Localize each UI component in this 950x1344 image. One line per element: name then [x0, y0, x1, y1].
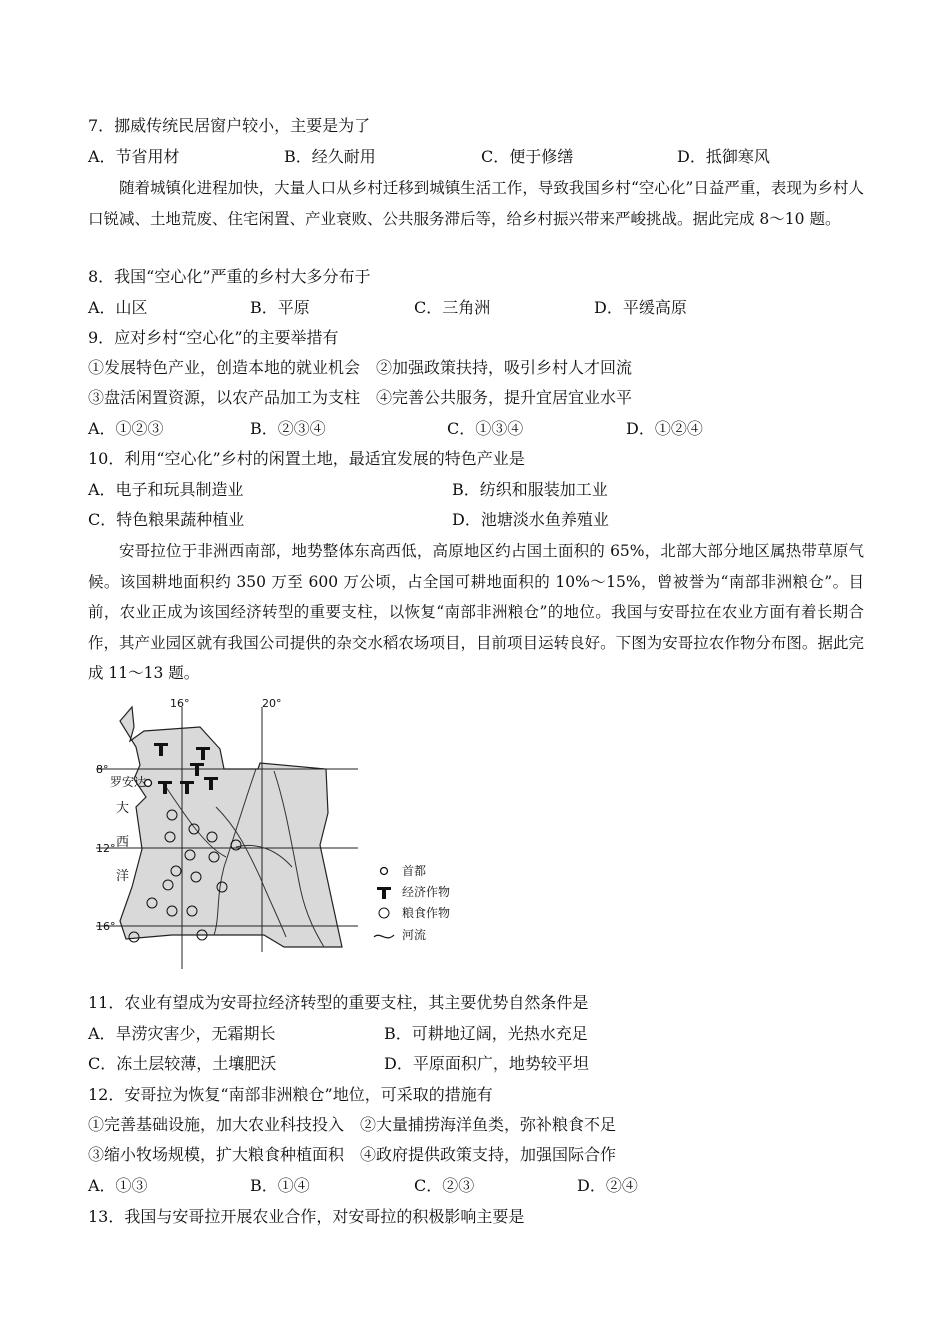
- q10-option-d: D．池塘淡水鱼养殖业: [452, 510, 609, 529]
- q11-stem: 11．农业有望成为安哥拉经济转型的重要支柱，其主要优势自然条件是: [88, 993, 589, 1012]
- lat-label-12: 12°: [96, 842, 116, 855]
- q8-option-b: B．平原: [250, 298, 310, 317]
- legend-food-crop: 粮食作物: [402, 906, 451, 920]
- passage-hollowing: 随着城镇化进程加快，大量人口从乡村迁移到城镇生活工作，导致我国乡村“空心化”日益严重，表现为乡村人口锐减、土地荒废、住宅闲置、产业衰败、公共服务滞后等，给乡村振兴带来严峻挑战。据此完成 8～10 题。: [88, 179, 864, 228]
- q7-option-b: B．经久耐用: [284, 147, 376, 166]
- q11-option-c: C．冻土层较薄，土壤肥沃: [88, 1054, 277, 1073]
- legend-food-crop-icon: [379, 908, 389, 918]
- legend-capital: 首都: [402, 864, 427, 878]
- q9-option-d: D．①②④: [626, 419, 703, 438]
- q12-option-d: D．②④: [577, 1176, 638, 1195]
- q9-option-b: B．②③④: [250, 419, 326, 438]
- ocean-label-2: 西: [116, 835, 130, 850]
- ocean-label-3: 洋: [116, 869, 130, 884]
- lat-label-8: 8°: [96, 763, 109, 776]
- q9-item-line-2: ③盘活闲置资源，以农产品加工为支柱 ④完善公共服务，提升宜居宜业水平: [88, 388, 633, 407]
- legend-economic-crop: 经济作物: [402, 885, 451, 899]
- capital-label: 罗安达: [110, 775, 147, 789]
- q12-option-a: A．①③: [88, 1176, 148, 1195]
- q13-stem: 13．我国与安哥拉开展农业合作，对安哥拉的积极影响主要是: [88, 1207, 525, 1226]
- q8-option-a: A．山区: [88, 298, 148, 317]
- q10-option-b: B．纺织和服装加工业: [452, 480, 608, 499]
- legend-economic-crop-icon: [377, 887, 391, 899]
- q7-option-c: C．便于修缮: [481, 147, 574, 166]
- q11-option-b: B．可耕地辽阔，光热水充足: [384, 1024, 588, 1043]
- q9-option-c: C．①③④: [447, 419, 524, 438]
- q11-option-d: D．平原面积广，地势较平坦: [384, 1054, 589, 1073]
- q10-option-a: A．电子和玩具制造业: [88, 480, 244, 499]
- q12-option-b: B．①④: [250, 1176, 310, 1195]
- q10-stem: 10．利用“空心化”乡村的闲置土地，最适宜发展的特色产业是: [88, 449, 525, 468]
- lon-label-16: 16°: [170, 697, 190, 710]
- q9-stem: 9．应对乡村“空心化”的主要举措有: [88, 328, 339, 347]
- q8-option-d: D．平缓高原: [594, 298, 687, 317]
- q11-option-a: A．旱涝灾害少，无霜期长: [88, 1024, 276, 1043]
- q12-stem: 12．安哥拉为恢复“南部非洲粮仓”地位，可采取的措施有: [88, 1085, 493, 1104]
- passage-angola: 安哥拉位于非洲西南部，地势整体东高西低，高原地区约占国土面积的 65%，北部大部分地区属热带草原气候。该国耕地面积约 350 万至 600 万公顷，占全国可耕地面积的 10%～15%，曾被誉为“南部非洲粮仓”。目前，农业正成为该国经济转型的重要支柱，以恢复“南部非洲粮仓”的地位。我国与安哥拉在农业方面有着长期合作，其产业园区就有我国公司提供的杂交水稻农场项目，目前项目运转良好。下图为安哥拉农作物分布图。据此完成 11～13 题。: [88, 542, 864, 682]
- legend-capital-icon: [381, 868, 388, 875]
- lat-label-16: 16°: [96, 920, 116, 933]
- q9-option-a: A．①②③: [88, 419, 164, 438]
- q12-option-c: C．②③: [414, 1176, 475, 1195]
- q7-option-a: A．节省用材: [88, 147, 180, 166]
- q8-stem: 8．我国“空心化”严重的乡村大多分布于: [88, 267, 371, 286]
- q9-item-line-1: ①发展特色产业，创造本地的就业机会 ②加强政策扶持，吸引乡村人才回流: [88, 358, 633, 377]
- legend-river-icon: [374, 935, 394, 938]
- lon-label-20: 20°: [262, 697, 282, 710]
- q7-option-d: D．抵御寒风: [677, 147, 770, 166]
- q12-item-line-2: ③缩小牧场规模，扩大粮食种植面积 ④政府提供政策支持，加强国际合作: [88, 1145, 617, 1164]
- angola-crop-map: [96, 697, 466, 972]
- q7-stem: 7．挪威传统民居窗户较小，主要是为了: [88, 116, 371, 135]
- ocean-label-1: 大: [116, 801, 130, 816]
- q10-option-c: C．特色粮果蔬种植业: [88, 510, 245, 529]
- q12-item-line-1: ①完善基础设施，加大农业科技投入 ②大量捕捞海洋鱼类，弥补粮食不足: [88, 1115, 617, 1134]
- q8-option-c: C．三角洲: [414, 298, 491, 317]
- legend-river: 河流: [402, 928, 427, 942]
- angola-shape: [120, 707, 342, 947]
